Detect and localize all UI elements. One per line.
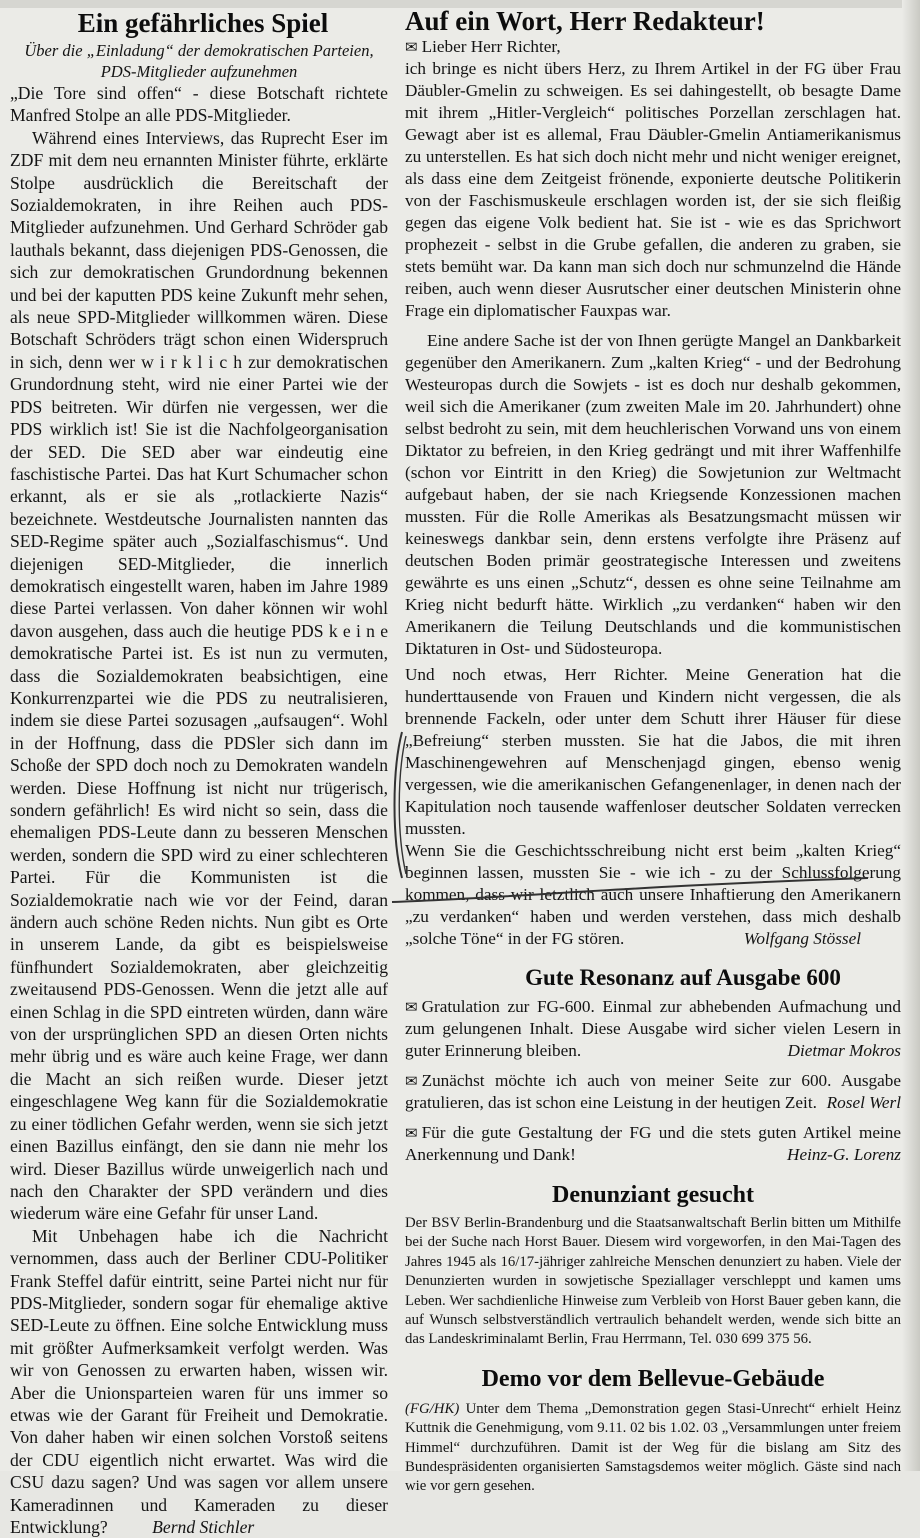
right-column [405,6,901,1497]
article-author: Bernd Stichler [152,1517,255,1537]
demo-title: Demo vor dem Bellevue-Gebäude [481,1365,825,1392]
resonance-item [405,1070,901,1114]
resonance-text-body: Zunächst möchte ich auch von meiner Seite zur 600. Ausgabe gratulieren, das ist schon eine Leistung in der heutigen Zeit. [405,1071,901,1112]
hand-drawn-stroke [390,876,870,906]
envelope-icon: ✉ [405,38,418,56]
demo-section [405,1364,901,1497]
left-column [10,8,388,1538]
article-paragraph-text: Mit Unbehagen habe ich die Nachricht vernommen, dass auch der Berliner CDU-Politiker Frank Steffel dafür eintritt, seine Partei nicht nur für PDS-Mitglieder, sondern sogar für ehemalige aktive SED-Leute zu öffnen. Eine solche Entwicklung muss mit größter Aufmerksamkeit verfolgt werden. Was wir von Genossen zu erwarten haben, wissen wir. Aber die Unionsparteien waren für uns immer so etwas wie der Garant für Freiheit und Demokratie. Von daher haben wir einen solchen Vorstoß seitens der CDU eigentlich nicht erwartet. Was wird die CSU dazu sagen? Und was sagen vor allem unsere Kameradinnen und Kameraden zu dieser Entwicklung? [10,1225,388,1537]
demo-text [405,1400,901,1497]
letter-author: Wolfgang Stössel [743,929,861,948]
scan-edge-right [902,0,920,1471]
resonance-author: Rosel Werl [826,1093,901,1112]
article-paragraph: Während eines Interviews, das Ruprecht Eser im ZDF mit dem neu ernannten Minister führte, erklärte Stolpe ausdrücklich die Bereitschaft der Sozialdemokraten, in ihre Reihen auch PDS-Mitglieder aufzunehmen. Und Gerhard Schröder gab lauthals bekannt, dass diejenigen PDS-Genossen, die sich zur demokratischen Grundordnung bekennen und bei der kaputten PDS keine Zukunft mehr sehen, als neue SPD-Mitglieder willkommen wären. Diese Botschaft Schröders trägt schon einen Widerspruch in sich, denn wer w i r k l i c h zur demokratischen Grundordnung steht, wird nie einer Partei wie der PDS beitreten. Wir dürfen nie vergessen, wer die PDS wirklich ist! Sie ist die Nachfolgeorganisation der SED. Die SED aber war eindeutig eine faschistische Partei. Das hat Kurt Schumacher schon erkannt, als er sie als „rotlackierte Nazis“ bezeichnete. Westdeutsche Journalisten nannten das SED-Regime später auch „Sozialfaschismus“. Und diejenigen SED-Mitglieder, die innerlich demokratisch eingestellt waren, haben im Jahre 1989 diese Partei verlassen. Von daher können wir wohl davon ausgehen, dass auch die heutige PDS k e i n e demokratische Partei ist. Es ist nun zu vermuten, dass die Sozialdemokraten beabsichtigen, eine Konkurrenzpartei wie die PDS zu neutralisieren, indem sie diese Partei sozusagen „aufsaugen“. Wohl in der Hoffnung, dass die PDSler sich dann im Schoße der SPD doch noch zu Demokraten wandeln werden. Diese Hoffnung ist nicht nur trügerisch, sondern gefährlich! Es wird nicht so sein, dass die ehemaligen PDS-Leute dann zu besseren Menschen werden, sondern die SPD wird zu einer schlechteren Partei. Für die Kommunisten ist die Sozialdemokratie nach wie vor der Feind, daran ändern auch schöne Reden nichts. Nun gibt es Orte in unserem Lande, da gibt es beispielsweise fünfhundert Sozialdemokraten, aber gleichzeitig zweitausend PDS-Genossen. Wenn die jetzt alle auf einen Schlag in die SPD eintreten würden, dann wäre von der ursprünglichen SPD an diesen Orten nichts mehr übrig und es wäre auch keine Frage, wer dann die Macht an sich reißen wurde. Dieser jetzt eingeschlagene Weg kann für die Sozialdemokratie zu einer tödlichen Gefahr werden, wenn sie sich jetzt einen Bazillus einfängt, den sie dann nie mehr los wird. Dieser Bazillus würde unweigerlich nach und nach den Charakter der SPD verändern und dies wiederum wäre eine Gefahr für unser Land. [10,127,388,1224]
envelope-icon: ✉ [405,1072,418,1090]
demo-tag: (FG/HK) [405,1400,460,1417]
resonance-text-body: Gratulation zur FG-600. Einmal zur abhebenden Aufmachung und zum gelungenen Inhalt. Diese Ausgabe wird sicher vielen Lesern in guter Erinnerung bleiben. [405,997,901,1060]
resonance-author: Heinz-G. Lorenz [787,1145,901,1164]
resonance-text [405,1070,901,1114]
letter-paragraph: Und noch etwas, Herr Richter. Meine Generation hat die hunderttausende von Frauen und Kindern nicht vergessen, die als brennende Fackeln, oder unter dem Schutt ihrer Häuser für diese „Befreiung“ sterben mussten. Sie hat die Jabos, die mit ihren Maschinengewehren auf Menschenjagd gingen, ebenso wenig vergessen, wie die amerikanischen Gefangenenlager, in denen nach der Kapitulation noch tausende waffenloser deutscher Soldaten verrecken mussten. [405,665,901,838]
resonance-item [405,996,901,1062]
letter-paragraph-text: Wenn Sie die Geschichtsschreibung nicht erst beim „kalten Krieg“ beginnen lassen, mussten Sie - wie ich - zu der Schlussfolgerung kommen, dass wir letztlich auch unsere Inhaftierung den Amerikanern „zu verdanken“ haben und werden verstehen, dass mich deshalb „solche Töne“ in der FG stören. [405,841,901,948]
resonance-section [405,964,901,1166]
letter-salutation [405,36,901,58]
letter-paragraph: Eine andere Sache ist der von Ihnen gerügte Mangel an Dankbarkeit gegenüber den Amerikanern. Zum „kalten Krieg“ - und der Bedrohung Westeuropas durch die Sowjets - ist es doch nur deshalb gekommen, weil sich die Amerikaner (zum zweiten Male im 20. Jahrhundert) ohne selbst bedroht zu sein, mit dem heuchlerischen Vorwand uns von einem Diktator zu befreien, in den Krieg gedrängt und mit ihrer Waffenhilfe (schon vor Eintritt in den Krieg) die Sowjetunion zur Weltmacht aufgebaut haben, der sie nach Kriegsende Konzessionen machen mussten. Für die Rolle Amerikas als Besatzungsmacht müssen wir keineswegs dankbar sein, denn erstens verfolgte ihre Präsenz auf deutschen Boden primär geostrategische Interessen und zweitens gewährte es uns einen „Schutz“, dessen es ohne seine Teilnahme am Krieg nicht bedurft hätte. Wirklich „zu verdanken“ haben wir den Amerikanern die Teilung Deutschlands und die kommunistischen Diktaturen in Ost- und Südosteuropa. [405,331,901,658]
resonance-text [405,996,901,1062]
denunziant-text: Der BSV Berlin-Brandenburg und die Staatsanwaltschaft Berlin bitten um Mithilfe bei der Suche nach Horst Bauer. Diesem wird vorgeworfen, in den Mai-Tagen des Jahres 1945 als 16/17-jähriger zahlreiche Menschen denunziert zu haben. Viele der Denunzierten wurden in sowjetische Speziallager verschleppt und kamen ums Leben. Wer sachdienliche Hinweise zum Verbleib von Horst Bauer geben kann, die auf Wunsch selbstverständlich vertraulich behandelt werden, wende sich bitte an das Landeskriminalamt Berlin, Frau Herrmann, Tel. 030 699 375 56. [405,1215,901,1348]
article-paragraph [10,1225,388,1538]
denunziant-title: Denunziant gesucht [551,1182,755,1208]
resonance-text-body: Für die gute Gestaltung der FG und die stets guten Artikel meine Anerkennung und Dank! [405,1123,901,1164]
article-subtitle: Über die „Einladung“ der demokratischen Parteien, PDS-Mitglieder aufzunehmen [24,41,374,81]
hand-drawn-bracket [388,730,412,880]
envelope-icon: ✉ [405,998,418,1016]
resonance-title: Gute Resonanz auf Ausgabe 600 [525,965,841,990]
letter-paragraph: ich bringe es nicht übers Herz, zu Ihrem Artikel in der FG über Frau Däubler-Gmelin zu schweigen. Es sei dahingestellt, ob besagte Dame mit ihrem „Hitler-Vergleich“ politisches Porzellan zerschlagen hat. Gewagt aber ist es allemal, Frau Däubler-Gmelin Antiamerikanismus zu unterstellen. Es hat sich doch nicht mehr und nicht weniger ereignet, als dass eine dem Zeitgeist frönende, exponierte deutsche Politikerin von der Faschismuskeule erschlagen worden ist, der sie sich fleißig gegen das eigene Volk bedient hat. Sie ist - wie es das Sprichwort prophezeit - selbst in die Grube gefallen, die anderen zu graben, sie stets bemüht war. Da kann man sich doch nur schmunzelnd die Hände reiben, auch wenn dieser Ausrutscher einer deutschen Ministerin ohne Frage ein diplomatischer Fauxpas war. [405,59,901,320]
resonance-item [405,1122,901,1166]
resonance-author: Dietmar Mokros [787,1041,901,1060]
demo-body: Unter dem Thema „Demonstration gegen Stasi-Unrecht“ erhielt Heinz Kuttnik die Genehmigung, vom 9.11. 02 bis 1.02. 03 „Versammlungen unter freiem Himmel“ durchzuführen. Damit ist der Weg für die bislang am Sitz des Bundespräsidenten organisierten Samstagsdemos weiter möglich. Gäste sind nach wie vor gern gesehen. [405,1400,901,1495]
article-paragraph: „Die Tore sind offen“ - diese Botschaft richtete Manfred Stolpe an alle PDS-Mitglieder. [10,83,388,126]
denunziant-section [405,1180,901,1350]
salutation-text: Lieber Herr Richter, [421,37,561,56]
article-title: Ein gefährliches Spiel [77,8,329,38]
letter-title: Auf ein Wort, Herr Redakteur! [405,6,765,36]
envelope-icon: ✉ [405,1124,418,1142]
resonance-text [405,1122,901,1166]
